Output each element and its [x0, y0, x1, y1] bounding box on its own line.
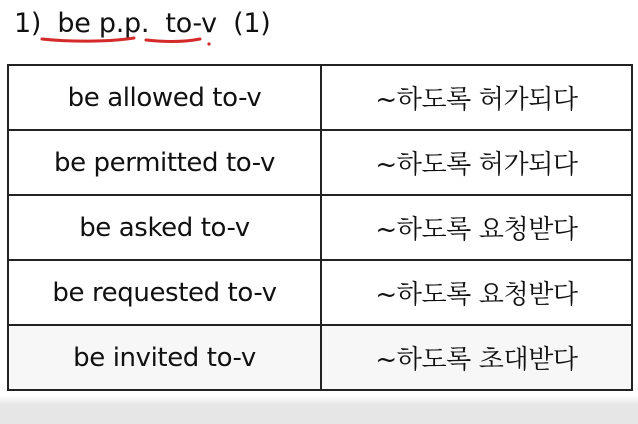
english-cell: be invited to-v: [8, 325, 321, 390]
table-row: [8, 65, 632, 130]
korean-cell: ~하도록 허가되다: [321, 65, 632, 130]
heading-part-count: (1): [233, 8, 271, 39]
english-cell: be asked to-v: [8, 195, 321, 260]
korean-cell: ~하도록 초대받다: [321, 325, 632, 390]
table-row: [8, 130, 632, 195]
heading-part-be-pp: be p.p.: [57, 8, 150, 39]
section-heading: [14, 4, 270, 44]
english-cell: be permitted to-v: [8, 130, 321, 195]
vocab-table: [7, 64, 633, 391]
table-row: [8, 325, 632, 390]
heading-part-to-v: to-v: [165, 8, 217, 39]
korean-cell: ~하도록 요청받다: [321, 195, 632, 260]
korean-cell: ~하도록 요청받다: [321, 260, 632, 325]
korean-cell: ~하도록 허가되다: [321, 130, 632, 195]
english-cell: be allowed to-v: [8, 65, 321, 130]
table-row: [8, 260, 632, 325]
heading-number: 1): [14, 8, 42, 39]
table-row: [8, 195, 632, 260]
english-cell: be requested to-v: [8, 260, 321, 325]
